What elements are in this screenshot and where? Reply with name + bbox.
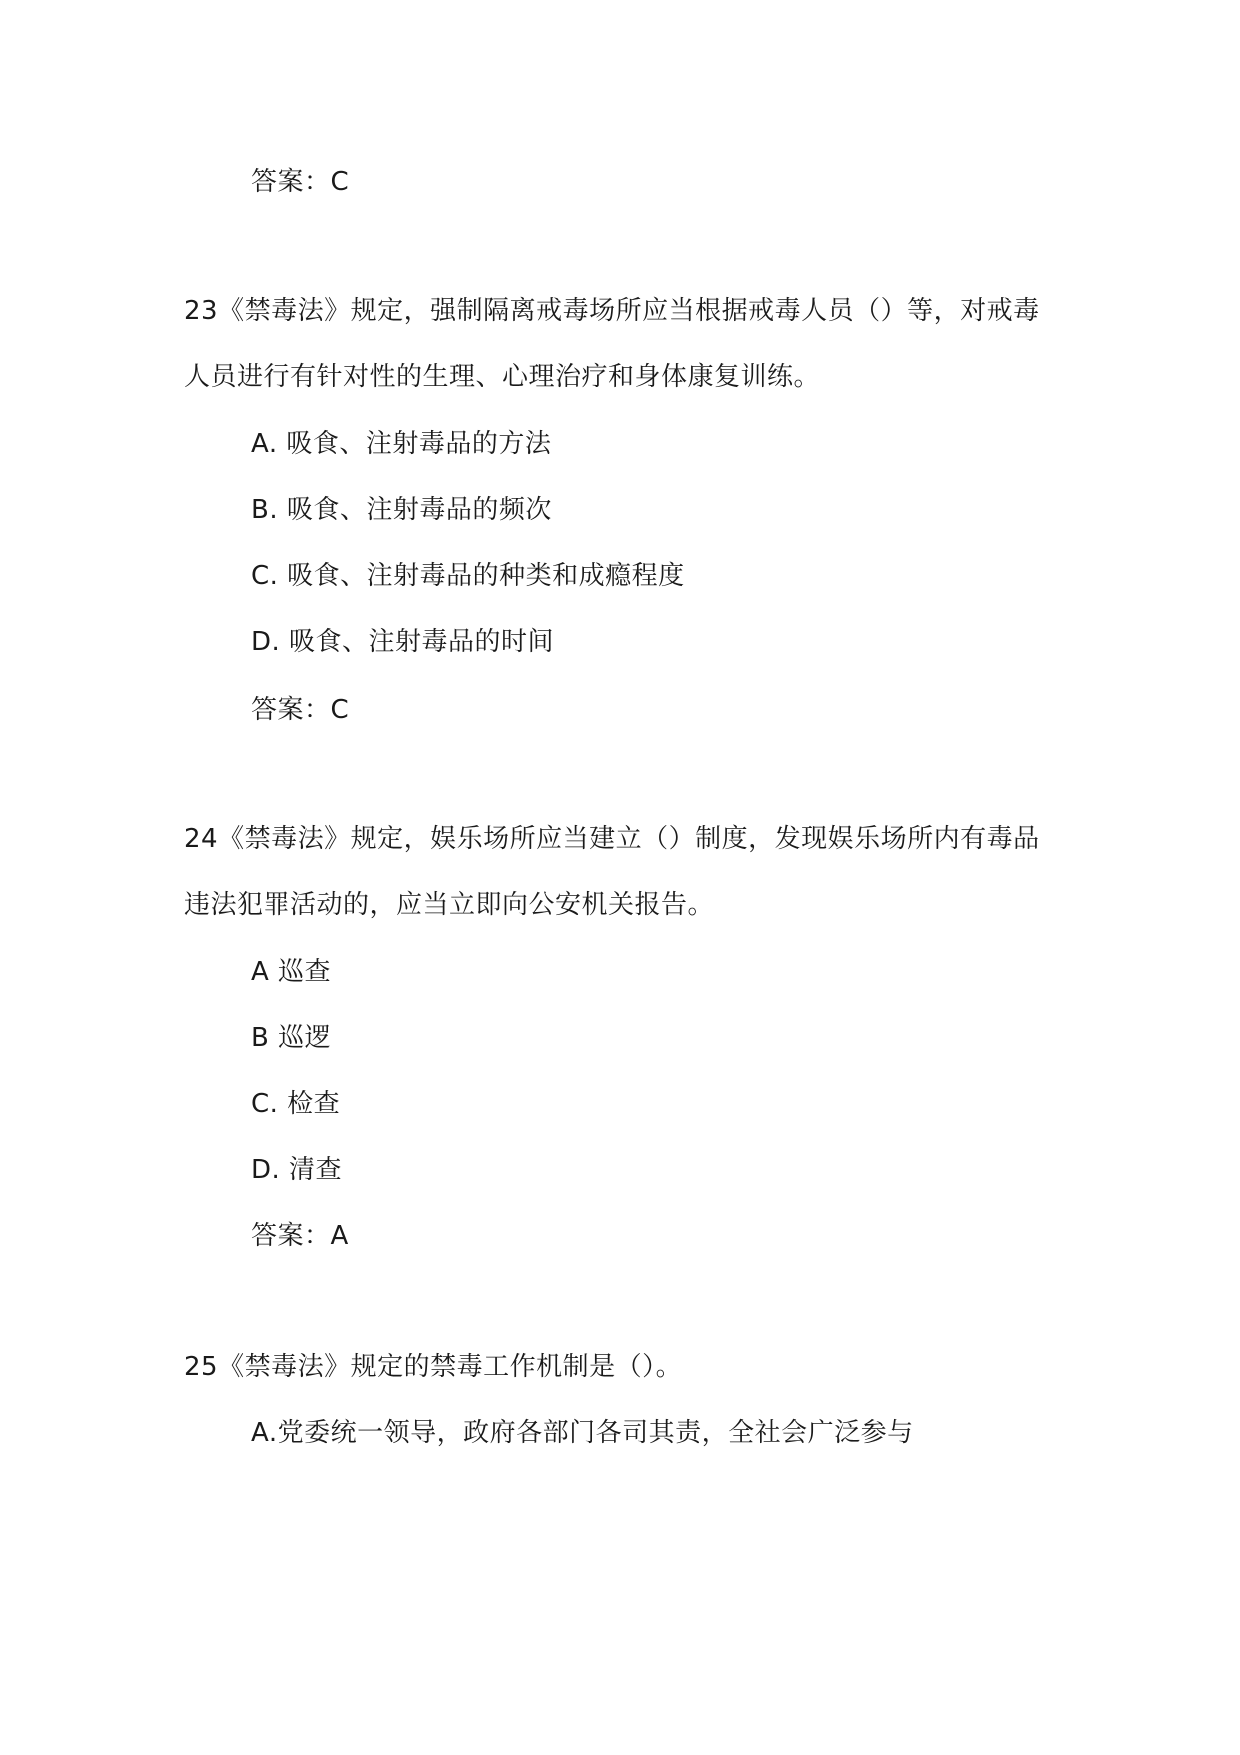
question-23-option-d: D. 吸食、注射毒品的时间 [251,627,555,657]
question-23-option-a: A. 吸食、注射毒品的方法 [251,429,552,459]
question-24-option-c: C. 检查 [251,1089,341,1119]
question-23-option-c: C. 吸食、注射毒品的种类和成瘾程度 [251,561,685,591]
question-24-line-2: 违法犯罪活动的，应当立即向公安机关报告。 [184,890,715,920]
answer-q23: 答案：C [251,695,350,725]
question-24-option-a: A 巡查 [251,957,332,987]
answer-q22: 答案：C [251,167,350,197]
question-23-line-2: 人员进行有针对性的生理、心理治疗和身体康复训练。 [184,362,821,392]
question-24-option-b: B 巡逻 [251,1023,332,1053]
question-23-option-b: B. 吸食、注射毒品的频次 [251,495,552,525]
question-25-line-1: 25《禁毒法》规定的禁毒工作机制是（）。 [184,1352,683,1382]
answer-q24: 答案：A [251,1221,349,1251]
question-23-line-1: 23《禁毒法》规定，强制隔离戒毒场所应当根据戒毒人员（）等，对戒毒 [184,296,1040,326]
question-24-line-1: 24《禁毒法》规定，娱乐场所应当建立（）制度，发现娱乐场所内有毒品 [184,824,1040,854]
question-25-option-a: A.党委统一领导，政府各部门各司其责，全社会广泛参与 [251,1418,914,1448]
question-24-option-d: D. 清查 [251,1155,343,1185]
